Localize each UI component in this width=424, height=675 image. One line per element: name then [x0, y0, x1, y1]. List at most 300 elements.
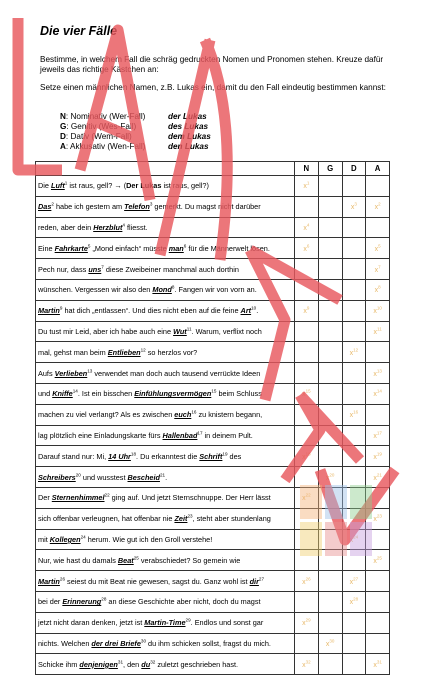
case-table	[35, 161, 390, 675]
marked-word: Herzblut	[93, 222, 123, 232]
answer-cross: $x^9$	[303, 305, 310, 316]
word-number: 12	[140, 347, 146, 353]
table-row	[36, 383, 390, 404]
sentence-text: wünschen. Vergessen wir also den	[38, 285, 153, 295]
checkbox-A[interactable]	[366, 446, 390, 467]
marked-word: Kollegen	[49, 534, 81, 544]
table-row	[36, 238, 390, 259]
checkbox-N[interactable]	[295, 300, 319, 321]
sentence-text: . Endlos und sonst gar	[190, 618, 264, 628]
table-row	[36, 591, 390, 612]
checkbox-D[interactable]	[342, 217, 366, 238]
checkbox-A[interactable]	[366, 633, 390, 654]
answer-cross: $x^{21}$	[373, 472, 382, 482]
checkbox-D[interactable]	[342, 300, 366, 321]
answer-cross: $x^{24}$	[349, 534, 359, 544]
checkbox-A[interactable]	[366, 425, 390, 446]
answer-cross: $x^{29}$	[302, 617, 311, 628]
answer-number: 16	[353, 409, 359, 415]
sentence-text: hat dich „entlassen“. Und dies nicht eben auf die feine	[62, 306, 241, 316]
answer-number: 19	[376, 451, 382, 457]
answer-number: 5	[378, 243, 381, 249]
checkbox-N[interactable]	[295, 508, 319, 529]
word-number: 23	[187, 513, 193, 519]
sentence-cell	[36, 487, 295, 508]
checkbox-N[interactable]	[295, 591, 319, 612]
answer-number: 4	[306, 222, 310, 228]
checkbox-D[interactable]	[342, 633, 366, 654]
legend-row	[60, 142, 211, 152]
checkbox-D[interactable]	[342, 446, 366, 467]
answer-cross: $x^{32}$	[302, 659, 311, 669]
checkbox-G[interactable]	[318, 446, 342, 467]
checkbox-D[interactable]	[342, 508, 366, 529]
header-case-A: A	[366, 162, 390, 176]
case-legend	[60, 112, 211, 152]
checkbox-D[interactable]	[342, 363, 366, 384]
checkbox-G[interactable]	[318, 279, 342, 300]
sentence-cell	[36, 591, 295, 612]
header-case-D: D	[342, 162, 366, 176]
marked-word: Martin-Time	[144, 618, 186, 628]
checkbox-D[interactable]	[342, 550, 366, 571]
checkbox-N[interactable]	[295, 550, 319, 571]
answer-cross: $x^{31}$	[373, 659, 382, 669]
sentence-text: Nur, wie hast du damals	[38, 555, 118, 565]
checkbox-D[interactable]	[342, 383, 366, 404]
answer-number: 28	[353, 597, 359, 602]
answer-cross: $x^2$	[374, 201, 381, 212]
checkbox-D[interactable]	[342, 176, 366, 197]
answer-cross: $x^6$	[303, 243, 310, 253]
checkbox-A[interactable]	[366, 342, 390, 363]
word-number: 24	[80, 534, 86, 540]
checkbox-G[interactable]	[318, 612, 342, 633]
sentence-text: verwendet man doch auch tausend verrückte Ideen	[92, 368, 261, 378]
answer-number: 25	[376, 555, 382, 561]
table-row	[36, 217, 390, 238]
sentence-cell	[36, 612, 295, 633]
checkbox-G[interactable]	[318, 342, 342, 363]
marked-word: denjenigen	[79, 659, 118, 669]
checkbox-D[interactable]	[342, 404, 366, 425]
marked-word: Schrift	[199, 451, 223, 461]
sentence-text: , den	[123, 659, 142, 669]
sentence-text: zuletzt geschrieben hast.	[155, 659, 239, 669]
answer-cross: $x^{22}$	[302, 493, 311, 503]
word-number: 11	[186, 326, 192, 332]
checkbox-N[interactable]	[295, 363, 319, 384]
sentence-text: und	[38, 389, 53, 399]
legend-case-label: G: Genitiv (Wes-Fall)	[60, 122, 137, 131]
legend-row	[60, 132, 211, 142]
marked-word: Fahrkarte	[54, 243, 88, 253]
legend-form: der Lukas	[168, 112, 207, 121]
sentence-text: für die Männerwelt lösen.	[186, 243, 270, 253]
marked-word: Schreibers	[38, 472, 76, 482]
checkbox-D[interactable]	[342, 571, 366, 592]
checkbox-G[interactable]	[318, 217, 342, 238]
sentence-text: diese Zweibeiner manchmal auch dorthin	[103, 264, 239, 274]
header-case-G: G	[318, 162, 342, 176]
table-row	[36, 487, 390, 508]
sentence-cell	[36, 342, 295, 363]
sentence-cell	[36, 404, 295, 425]
answer-number: 18	[305, 451, 311, 457]
sentence-text: Der Lukas	[126, 181, 162, 191]
word-number: 5	[87, 243, 91, 249]
checkbox-A[interactable]	[366, 612, 390, 633]
sentence-cell	[36, 300, 295, 321]
answer-cross: $x^{25}$	[373, 555, 382, 565]
answer-number: 6	[306, 243, 310, 249]
answer-cross: $x^{13}$	[373, 368, 382, 378]
sentence-cell	[36, 238, 295, 259]
checkbox-G[interactable]	[318, 300, 342, 321]
sentence-cell	[36, 217, 295, 238]
checkbox-D[interactable]	[342, 321, 366, 342]
sentence-text: . Warum, verflixt noch	[191, 326, 262, 336]
answer-cross: $x^{28}$	[349, 597, 359, 607]
checkbox-G[interactable]	[318, 259, 342, 280]
table-row	[36, 446, 390, 467]
sentence-text: in deinem Pult.	[202, 430, 253, 440]
checkbox-A[interactable]	[366, 176, 390, 197]
marked-word: Martin	[38, 306, 60, 316]
sentence-text: .	[165, 472, 168, 482]
word-number: 32	[150, 659, 156, 665]
answer-number: 30	[329, 638, 335, 644]
checkbox-A[interactable]	[366, 383, 390, 404]
answer-number: 22	[305, 493, 311, 499]
instruction-1: Bestimme, in welchem Fall die schräg gedruckten Nomen und Pronomen stehen. Kreuze dafür jeweils das richtige Kästchen an:	[40, 55, 384, 75]
checkbox-D[interactable]	[342, 529, 366, 550]
sentence-text: Schicke ihm	[38, 659, 80, 669]
checkbox-N[interactable]	[295, 654, 319, 675]
checkbox-D[interactable]	[342, 612, 366, 633]
checkbox-N[interactable]	[295, 342, 319, 363]
sentence-text: mal, gehst man beim	[38, 347, 108, 357]
answer-number: 23	[376, 513, 382, 519]
checkbox-D[interactable]	[342, 654, 366, 675]
table-row	[36, 342, 390, 363]
table-header	[36, 162, 390, 176]
checkbox-A[interactable]	[366, 487, 390, 508]
checkbox-D[interactable]	[342, 196, 366, 217]
checkbox-G[interactable]	[318, 467, 342, 488]
sentence-text: jetzt nicht daran denken, jetzt ist	[38, 618, 145, 628]
sentence-cell	[36, 446, 295, 467]
table-row	[36, 279, 390, 300]
checkbox-G[interactable]	[318, 404, 342, 425]
sentence-text: . Du erkanntest die	[136, 451, 200, 461]
word-number: 20	[75, 472, 81, 478]
sentence-text: ist raus, gell? → (	[67, 181, 127, 191]
marked-word: man	[168, 243, 184, 253]
checkbox-A[interactable]	[366, 238, 390, 259]
sentence-text: beim Schluss	[216, 389, 262, 399]
answer-number: 31	[376, 659, 382, 665]
checkbox-N[interactable]	[295, 633, 319, 654]
sentence-cell	[36, 363, 295, 384]
answer-cross: $x^{26}$	[302, 576, 311, 586]
checkbox-N[interactable]	[295, 487, 319, 508]
word-number: 17	[197, 430, 203, 436]
sentence-cell	[36, 383, 295, 404]
checkbox-A[interactable]	[366, 300, 390, 321]
answer-cross: $x^{27}$	[349, 576, 359, 586]
sentence-text: habe ich gestern am	[53, 202, 125, 212]
sentence-text: Eine	[38, 243, 55, 253]
sentence-cell	[36, 633, 295, 654]
word-number: 19	[222, 451, 228, 457]
checkbox-D[interactable]	[342, 425, 366, 446]
marked-word: Martin	[38, 576, 60, 586]
checkbox-N[interactable]	[295, 529, 319, 550]
marked-word: Mond	[152, 285, 172, 295]
word-number: 7	[101, 264, 104, 270]
checkbox-N[interactable]	[295, 176, 319, 197]
sentence-text: Der	[38, 493, 52, 503]
sentence-text: Pech nur, dass	[38, 264, 89, 274]
checkbox-G[interactable]	[318, 571, 342, 592]
checkbox-G[interactable]	[318, 591, 342, 612]
sentence-text: fliesst.	[124, 222, 148, 232]
checkbox-G[interactable]	[318, 321, 342, 342]
checkbox-G[interactable]	[318, 425, 342, 446]
table-row	[36, 259, 390, 280]
checkbox-N[interactable]	[295, 196, 319, 217]
answer-cross: $x^3$	[350, 201, 357, 212]
marked-word: Verlieben	[54, 368, 88, 378]
sentence-text: . Fangen wir von vorn an.	[174, 285, 257, 295]
sentence-text: bei der	[38, 597, 63, 607]
answer-cross: $x^5$	[374, 243, 381, 253]
checkbox-G[interactable]	[318, 383, 342, 404]
sentence-text: machen zu viel verlangt? Als es zwischen	[38, 410, 175, 420]
header-sentence	[36, 162, 295, 176]
checkbox-N[interactable]	[295, 467, 319, 488]
legend-row	[60, 122, 211, 132]
checkbox-N[interactable]	[295, 571, 319, 592]
checkbox-N[interactable]	[295, 279, 319, 300]
marked-word: Wut	[173, 326, 187, 336]
answer-cross: $x^{11}$	[373, 326, 382, 336]
legend-case-label: N: Nominativ (Wer-Fall)	[60, 112, 146, 121]
checkbox-D[interactable]	[342, 467, 366, 488]
answer-cross: $x^{17}$	[373, 430, 382, 440]
answer-number: 7	[378, 264, 381, 270]
sentence-cell	[36, 425, 295, 446]
marked-word: Kniffe	[52, 389, 73, 399]
table-row	[36, 467, 390, 488]
answer-number: 1	[306, 181, 310, 187]
sentence-text: so herzlos vor?	[145, 347, 198, 357]
sentence-cell	[36, 259, 295, 280]
sentence-text: Die	[38, 181, 51, 191]
legend-case-label: D: Dativ (Wem-Fall)	[60, 132, 132, 141]
word-number: 31	[117, 659, 124, 665]
table-row	[36, 550, 390, 571]
checkbox-G[interactable]	[318, 176, 342, 197]
checkbox-A[interactable]	[366, 654, 390, 675]
checkbox-N[interactable]	[295, 217, 319, 238]
sentence-text: des	[227, 451, 242, 461]
checkbox-D[interactable]	[342, 259, 366, 280]
checkbox-A[interactable]	[366, 467, 390, 488]
answer-number: 9	[306, 305, 310, 311]
sentence-cell	[36, 196, 295, 217]
checkbox-N[interactable]	[295, 321, 319, 342]
sentence-cell	[36, 550, 295, 571]
sentence-text: , steht aber stundenlang	[192, 514, 271, 524]
answer-cross: $x^4$	[303, 222, 310, 232]
sentence-text: mit	[38, 534, 50, 544]
marked-word: Telefon	[124, 202, 150, 212]
word-number: 1	[64, 180, 68, 186]
sentence-text: ist raus, gell?)	[161, 181, 209, 191]
answer-number: 14	[376, 389, 382, 395]
sentence-cell	[36, 321, 295, 342]
word-number: 22	[104, 492, 110, 498]
table-row	[36, 363, 390, 384]
answer-cross: $x^{16}$	[349, 409, 359, 420]
checkbox-A[interactable]	[366, 321, 390, 342]
word-number: 29	[185, 617, 191, 623]
marked-word: Art	[240, 306, 252, 316]
answer-number: 13	[376, 368, 382, 374]
checkbox-A[interactable]	[366, 571, 390, 592]
word-number: 26	[59, 576, 66, 582]
checkbox-G[interactable]	[318, 508, 342, 529]
answer-number: 10	[376, 305, 382, 311]
sentence-cell	[36, 176, 295, 197]
word-number: 27	[258, 576, 265, 582]
answer-cross: $x^8$	[374, 285, 381, 295]
sentence-cell	[36, 654, 295, 675]
word-number: 21	[159, 472, 166, 478]
checkbox-D[interactable]	[342, 342, 366, 363]
checkbox-D[interactable]	[342, 591, 366, 612]
table-row	[36, 612, 390, 633]
table-row	[36, 404, 390, 425]
answer-number: 11	[377, 326, 382, 332]
word-number: 2	[51, 201, 54, 207]
sentence-cell	[36, 279, 295, 300]
sentence-cell	[36, 467, 295, 488]
checkbox-D[interactable]	[342, 238, 366, 259]
marked-word: Bescheid	[127, 472, 160, 482]
sentence-text: nichts. Welchen	[38, 638, 92, 648]
answer-number: 3	[354, 201, 357, 207]
answer-cross: $x^7$	[374, 264, 381, 274]
answer-number: 2	[378, 201, 381, 207]
answer-number: 20	[329, 472, 335, 478]
marked-word: 14 Uhr	[108, 451, 131, 461]
instruction-2: Setze einen männlichen Namen, z.B. Lukas ein, damit du den Fall eindeutig bestimmen kannst:	[40, 83, 386, 92]
sentence-text: gemerkt. Du magst nicht darüber	[152, 202, 261, 212]
marked-word: Hallenbad	[162, 430, 198, 440]
answer-number: 12	[353, 347, 359, 353]
table-row	[36, 508, 390, 529]
checkbox-G[interactable]	[318, 633, 342, 654]
answer-number: 26	[305, 576, 311, 582]
word-number: 25	[133, 555, 139, 561]
checkbox-G[interactable]	[318, 238, 342, 259]
header-case-N: N	[295, 162, 319, 176]
sentence-text: .	[256, 306, 259, 316]
marked-word: dir	[249, 576, 259, 586]
checkbox-N[interactable]	[295, 238, 319, 259]
checkbox-D[interactable]	[342, 279, 366, 300]
checkbox-G[interactable]	[318, 196, 342, 217]
sentence-text: . Ist ein bisschen	[77, 389, 135, 399]
checkbox-A[interactable]	[366, 508, 390, 529]
word-number: 30	[140, 638, 147, 644]
legend-row	[60, 112, 211, 122]
sentence-cell	[36, 508, 295, 529]
marked-word: Erinnerung	[62, 597, 102, 607]
table-row	[36, 529, 390, 550]
table-row	[36, 196, 390, 217]
word-number: 9	[59, 305, 63, 311]
answer-cross: $x^{14}$	[373, 389, 382, 399]
checkbox-A[interactable]	[366, 404, 390, 425]
page-title: Die vier Fälle	[40, 24, 118, 38]
checkbox-N[interactable]	[295, 259, 319, 280]
checkbox-N[interactable]	[295, 404, 319, 425]
table-row	[36, 321, 390, 342]
checkbox-N[interactable]	[295, 612, 319, 633]
sentence-text: und wusstest	[80, 472, 128, 482]
checkbox-G[interactable]	[318, 529, 342, 550]
marked-word: Das	[38, 202, 52, 212]
answer-cross: $x^{23}$	[373, 513, 382, 524]
checkbox-A[interactable]	[366, 529, 390, 550]
checkbox-A[interactable]	[366, 259, 390, 280]
checkbox-G[interactable]	[318, 654, 342, 675]
checkbox-A[interactable]	[366, 363, 390, 384]
legend-case-label: A: Akkusativ (Wen-Fall)	[60, 142, 146, 151]
word-number: 6	[183, 243, 187, 249]
checkbox-N[interactable]	[295, 383, 319, 404]
table-row	[36, 571, 390, 592]
checkbox-A[interactable]	[366, 591, 390, 612]
table-row	[36, 633, 390, 654]
sentence-text: reden, aber dein	[38, 222, 94, 232]
checkbox-D[interactable]	[342, 487, 366, 508]
checkbox-G[interactable]	[318, 550, 342, 571]
checkbox-A[interactable]	[366, 217, 390, 238]
checkbox-N[interactable]	[295, 446, 319, 467]
sentence-text: Darauf stand nur: Mi,	[38, 451, 109, 461]
word-number: 13	[87, 368, 93, 374]
table-row	[36, 176, 390, 197]
sentence-text: an diese Geschichte aber nicht, doch du magst	[106, 597, 261, 607]
checkbox-G[interactable]	[318, 487, 342, 508]
checkbox-A[interactable]	[366, 550, 390, 571]
sentence-text: Aufs	[38, 368, 55, 378]
sentence-cell	[36, 571, 295, 592]
checkbox-A[interactable]	[366, 196, 390, 217]
marked-word: Luft	[50, 181, 65, 191]
marked-word: uns	[88, 264, 102, 274]
checkbox-A[interactable]	[366, 279, 390, 300]
legend-form: des Lukas	[168, 122, 209, 131]
answer-number: 17	[376, 430, 382, 436]
checkbox-G[interactable]	[318, 363, 342, 384]
checkbox-N[interactable]	[295, 425, 319, 446]
